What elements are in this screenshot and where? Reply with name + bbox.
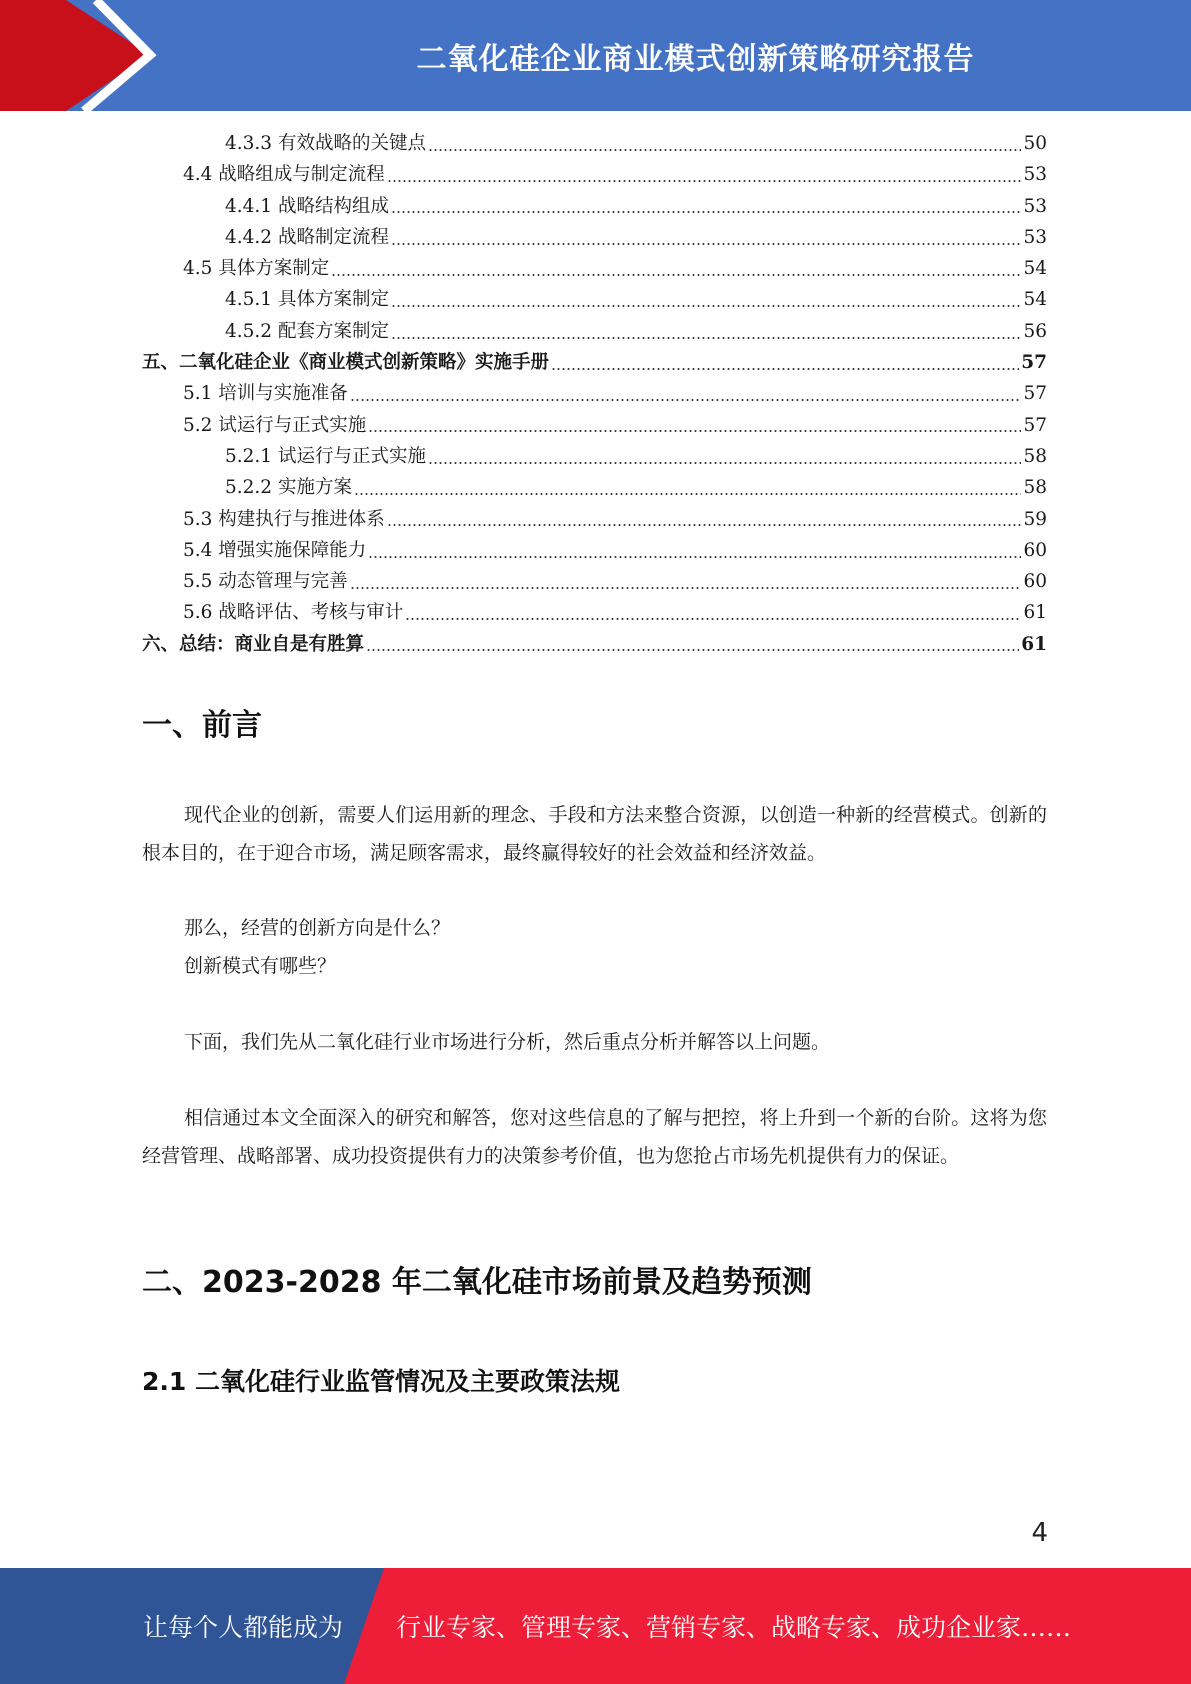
- toc-entry-label: 5.6 战略评估、考核与审计: [183, 602, 404, 624]
- toc-entry-page: 57: [1023, 383, 1047, 405]
- toc-dot-leader: [350, 572, 1022, 592]
- toc-entry-label: 4.5.1 具体方案制定: [225, 289, 389, 311]
- toc-entry[interactable]: [142, 284, 1047, 315]
- subsection-heading-regulation: 2.1 二氧化硅行业监管情况及主要政策法规: [142, 1367, 620, 1396]
- toc-entry-page: 60: [1023, 539, 1047, 561]
- toc-entry-page: 57: [1021, 352, 1047, 374]
- toc-dot-leader: [428, 134, 1021, 154]
- toc-entry-page: 53: [1023, 226, 1047, 248]
- toc-entry-label: 5.5 动态管理与完善: [183, 571, 348, 593]
- toc-entry-page: 53: [1023, 164, 1047, 186]
- toc-entry-page: 50: [1023, 133, 1047, 154]
- page-footer: [0, 1568, 1191, 1684]
- toc-entry-page: 54: [1023, 258, 1047, 280]
- toc-entry-label: 4.5 具体方案制定: [183, 258, 330, 280]
- toc-entry-page: 60: [1023, 571, 1047, 593]
- toc-entry[interactable]: [142, 159, 1047, 190]
- toc-dot-leader: [428, 447, 1021, 467]
- toc-entry-page: 56: [1023, 320, 1047, 342]
- toc-dot-leader: [391, 290, 1021, 310]
- toc-entry[interactable]: [142, 253, 1047, 284]
- footer-slogan-right: 行业专家、管理专家、营销专家、战略专家、成功企业家……: [396, 1613, 1072, 1642]
- toc-entry-label: 5.2.1 试运行与正式实施: [225, 445, 426, 467]
- preface-question-2: 创新模式有哪些？: [184, 955, 337, 977]
- toc-entry[interactable]: [142, 316, 1047, 347]
- toc-entry[interactable]: [142, 566, 1047, 597]
- toc-entry-label: 5.4 增强实施保障能力: [183, 539, 367, 561]
- toc-entry[interactable]: [142, 347, 1047, 378]
- toc-entry[interactable]: [142, 441, 1047, 472]
- table-of-contents: [142, 128, 1047, 660]
- preface-paragraph-2: 下面，我们先从二氧化硅行业市场进行分析，然后重点分析并解答以上问题。: [184, 1031, 831, 1053]
- preface-paragraph-1: 现代企业的创新，需要人们运用新的理念、手段和方法来整合资源，以创造一种新的经营模式。创新的根本目的，在于迎合市场，满足顾客需求，最终赢得较好的社会效益和经济效益。: [142, 804, 1047, 864]
- toc-dot-leader: [387, 165, 1022, 185]
- toc-entry-label: 4.4.2 战略制定流程: [225, 226, 389, 248]
- preface-paragraph-3: 相信通过本文全面深入的研究和解答，您对这些信息的了解与把控，将上升到一个新的台阶。这将为您经营管理、战略部署、成功投资提供有力的决策参考价值，也为您抢占市场先机提供有力的保证。: [142, 1107, 1047, 1167]
- toc-entry-label: 5.1 培训与实施准备: [183, 383, 348, 405]
- toc-entry-page: 54: [1023, 289, 1047, 311]
- toc-entry-label: 五、二氧化硅企业《商业模式创新策略》实施手册: [142, 352, 550, 374]
- toc-dot-leader: [551, 353, 1019, 373]
- toc-entry-label: 4.3.3 有效战略的关键点: [225, 133, 426, 154]
- toc-entry-label: 5.3 构建执行与推进体系: [183, 508, 385, 530]
- toc-entry[interactable]: [142, 128, 1047, 159]
- toc-entry[interactable]: [142, 378, 1047, 409]
- toc-dot-leader: [387, 509, 1022, 529]
- toc-entry[interactable]: [142, 191, 1047, 222]
- toc-dot-leader: [354, 478, 1022, 498]
- toc-entry[interactable]: [142, 597, 1047, 628]
- section-heading-market-outlook: 二、2023-2028 年二氧化硅市场前景及趋势预测: [142, 1265, 812, 1300]
- toc-entry[interactable]: [142, 629, 1047, 660]
- toc-entry[interactable]: [142, 504, 1047, 535]
- toc-entry[interactable]: [142, 222, 1047, 253]
- toc-entry-page: 58: [1023, 445, 1047, 467]
- toc-entry[interactable]: [142, 410, 1047, 441]
- page-header: [0, 0, 1191, 111]
- toc-dot-leader: [366, 634, 1019, 654]
- toc-entry-page: 59: [1023, 508, 1047, 530]
- toc-entry-label: 4.4 战略组成与制定流程: [183, 164, 385, 186]
- toc-entry-page: 61: [1023, 602, 1047, 624]
- toc-entry-page: 61: [1021, 633, 1047, 655]
- toc-dot-leader: [405, 603, 1021, 623]
- toc-dot-leader: [391, 196, 1021, 216]
- toc-entry-label: 5.2.2 实施方案: [225, 477, 352, 499]
- toc-entry[interactable]: [142, 535, 1047, 566]
- toc-dot-leader: [368, 541, 1021, 561]
- toc-entry-label: 5.2 试运行与正式实施: [183, 414, 367, 436]
- toc-entry-page: 58: [1023, 477, 1047, 499]
- toc-dot-leader: [368, 415, 1021, 435]
- preface-question-1: 那么，经营的创新方向是什么？: [184, 917, 451, 939]
- toc-entry-label: 六、总结：商业自是有胜算: [142, 633, 365, 655]
- report-title: 二氧化硅企业商业模式创新策略研究报告: [416, 41, 975, 77]
- toc-entry-label: 4.5.2 配套方案制定: [225, 320, 389, 342]
- toc-dot-leader: [391, 228, 1021, 248]
- footer-slogan-left: 让每个人都能成为: [143, 1613, 344, 1642]
- toc-entry-page: 57: [1023, 414, 1047, 436]
- toc-entry-label: 4.4.1 战略结构组成: [225, 195, 389, 217]
- toc-dot-leader: [391, 321, 1021, 341]
- toc-entry[interactable]: [142, 472, 1047, 503]
- section-heading-preface: 一、前言: [142, 708, 262, 743]
- header-arrow-decoration: [0, 0, 220, 111]
- toc-dot-leader: [331, 259, 1021, 279]
- page-number: 4: [1031, 1518, 1048, 1548]
- toc-dot-leader: [350, 384, 1022, 404]
- toc-entry-page: 53: [1023, 195, 1047, 217]
